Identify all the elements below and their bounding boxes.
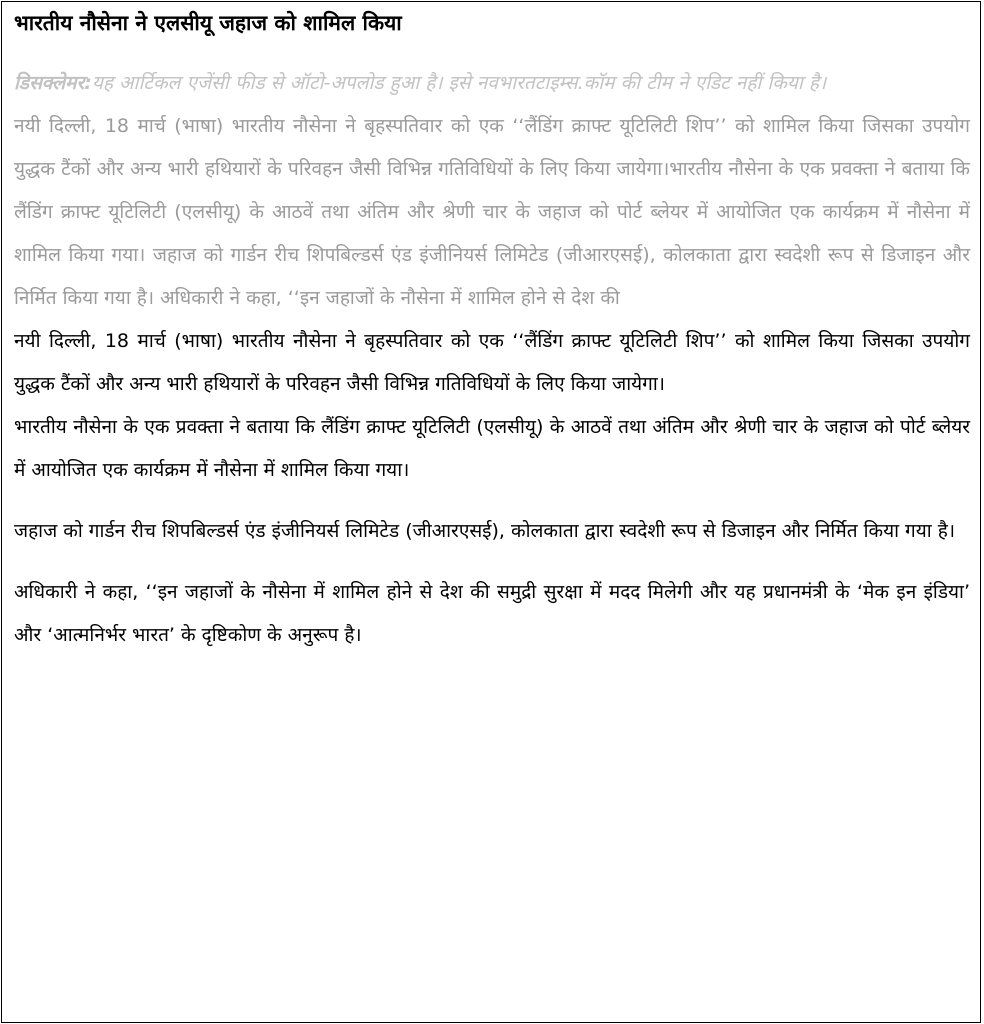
disclaimer-label: डिसक्लेमर: [14, 72, 92, 94]
paragraph-spacer [14, 553, 970, 571]
article-headline: भारतीय नौसेना ने एलसीयू जहाज को शामिल किया [14, 11, 402, 35]
article-frame [1, 1, 981, 1023]
article-content [2, 2, 980, 657]
paragraph-quote: अधिकारी ने कहा, ‘‘इन जहाजों के नौसेना में शामिल होने से देश की समुद्री सुरक्षा में मदद मिलेगी और यह प्रधानमंत्री के ‘मेक इन इंडिया’ और ‘आत्मनिर्भर भारत’ के दृष्टिकोण के अनुरूप है। [14, 581, 970, 646]
paragraph-spokesperson: भारतीय नौसेना के एक प्रवक्ता ने बताया कि लैंडिंग क्राफ्ट यूटिलिटी (एलसीयू) के आठवें तथा अंतिम और श्रेणी चार के जहाज को पोर्ट ब्लेयर में आयोजित एक कार्यक्रम में नौसेना में शामिल किया गया। [14, 416, 970, 481]
paragraph-intro: नयी दिल्ली, 18 मार्च (भाषा) भारतीय नौसेना ने बृहस्पतिवार को एक ‘‘लैंडिंग क्राफ्ट यूटिलिटी शिप’’ को शामिल किया जिसका उपयोग युद्धक टैंकों और अन्य भारी हथियारों के परिवहन जैसी विभिन्न गतिविधियों के लिए किया जायेगा। [14, 330, 970, 395]
paragraph-shipbuilder: जहाज को गार्डन रीच शिपबिल्डर्स एंड इंजीनियर्स लिमिटेड (जीआरएसई), कोलकाता द्वारा स्वदेशी रूप से डिजाइन और निर्मित किया गया है। [14, 520, 956, 542]
paragraph-spacer [14, 492, 970, 510]
disclaimer-text: यह आर्टिकल एजेंसी फीड से ऑटो-अपलोड हुआ है। इसे नवभारतटाइम्स.कॉम की टीम ने एडिट नहीं किया है। [91, 72, 827, 94]
faded-summary: नयी दिल्ली, 18 मार्च (भाषा) भारतीय नौसेना ने बृहस्पतिवार को एक ‘‘लैंडिंग क्राफ्ट यूटिलिटी शिप’’ को शामिल किया जिसका उपयोग युद्धक टैंकों और अन्य भारी हथियारों के परिवहन जैसी विभिन्न गतिविधियों के लिए किया जायेगा।भारतीय नौसेना के एक प्रवक्ता ने बताया कि लैंडिंग क्राफ्ट यूटिलिटी (एलसीयू) के आठवें तथा अंतिम और श्रेणी चार के जहाज को पोर्ट ब्लेयर में आयोजित एक कार्यक्रम में नौसेना में शामिल किया गया। जहाज को गार्डन रीच शिपबिल्डर्स एंड इंजीनियर्स लिमिटेड (जीआरएसई), कोलकाता द्वारा स्वदेशी रूप से डिजाइन और निर्मित किया गया है। अधिकारी ने कहा, ‘‘इन जहाजों के नौसेना में शामिल होने से देश की [14, 115, 970, 309]
disclaimer [14, 62, 970, 105]
